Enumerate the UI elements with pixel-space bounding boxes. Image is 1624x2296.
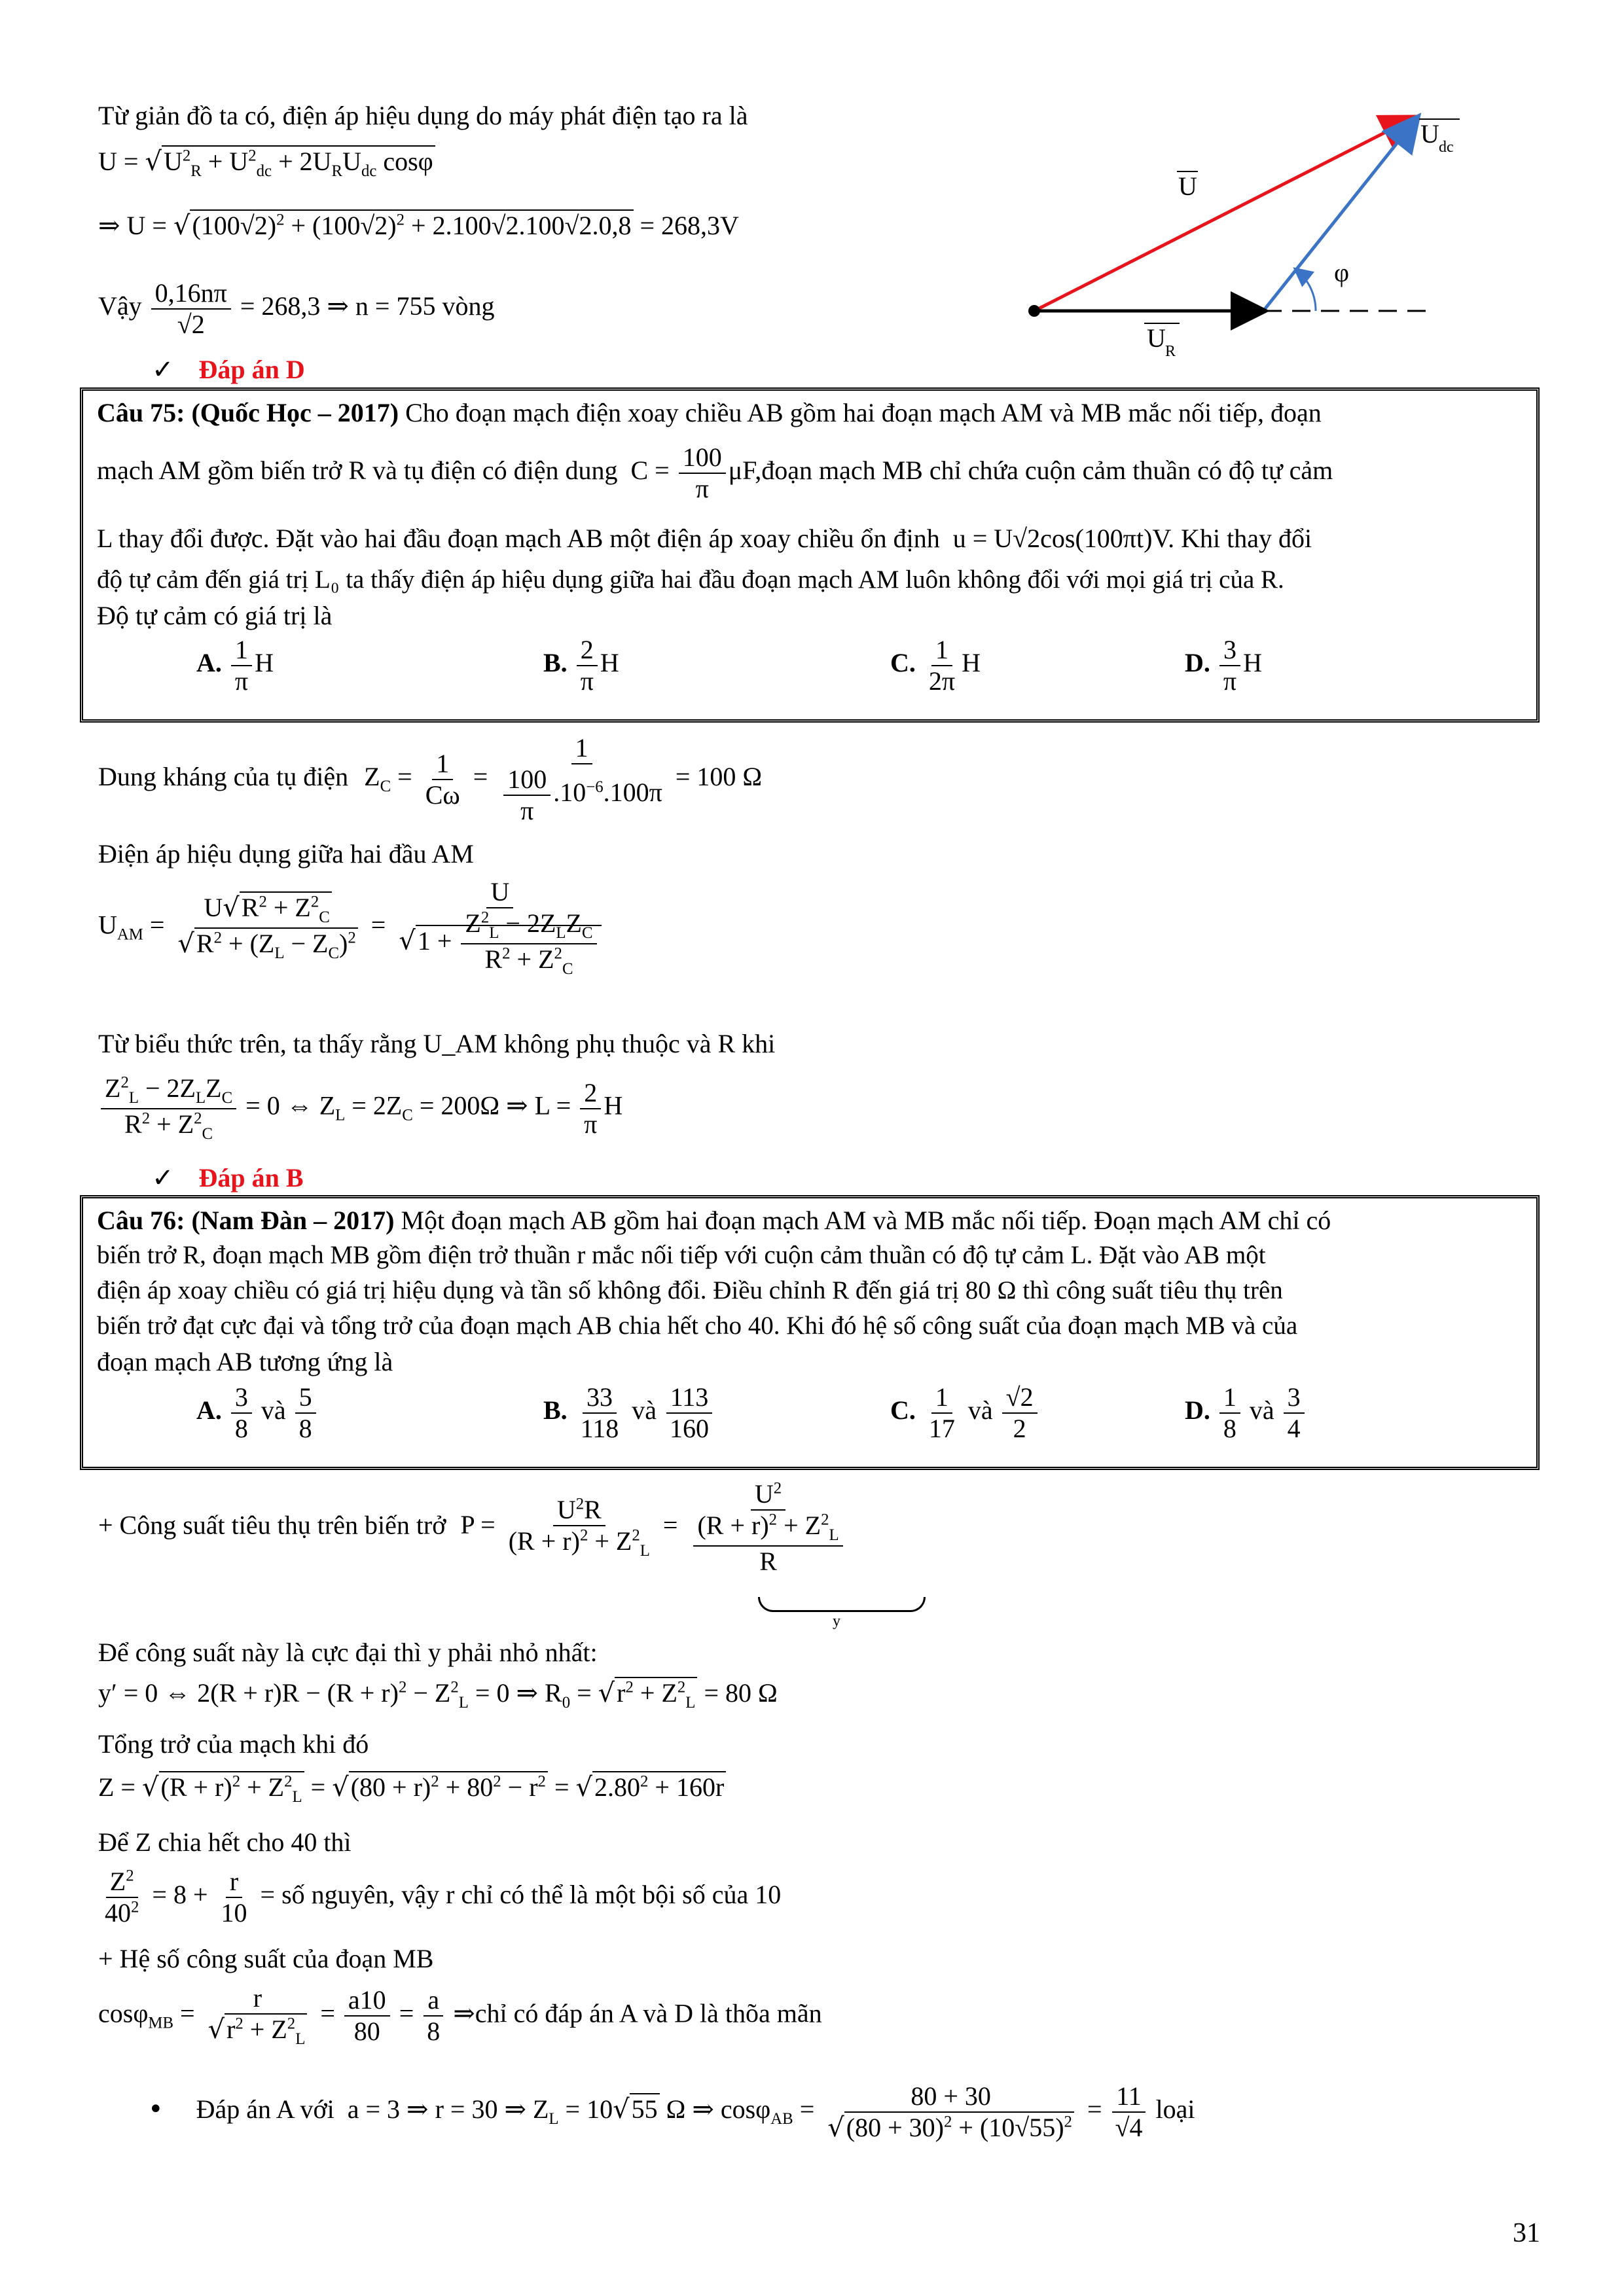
phasor-diagram: [1008, 98, 1492, 373]
equation-n-value: Vậy $\frac{0,16n\pi}{√2}$ = 268,3 ⇒ n = 755 vòng: [98, 278, 495, 339]
sol75-uam-eq: $U_{AM}$ = $\frac{U√R^2 + Z^2_C}{√R^2 + (Z_L - Z_C)^2}$ = U √1 + $\frac{Z^2_L - 2Z_LZ_C}{R^2 + Z^2_C}$: [98, 877, 608, 978]
sol76-min-label: Để công suất này là cực đại thì y phải nhỏ nhất:: [98, 1638, 598, 1667]
q76-line2: biến trở R, đoạn mạch MB gồm điện trở thuần r mắc nối tiếp với cuộn cảm thuần có độ tự cảm L. Đặt vào AB một: [97, 1241, 1266, 1269]
q75-line3: L thay đổi được. Đặt vào hai đầu đoạn mạch AB một điện áp xoay chiều ổn định u = U√2cos(100πt)V. Khi thay đổi: [97, 524, 1312, 553]
q75-option-a[interactable]: A. $\frac{1}{\pi}$ H: [196, 635, 274, 696]
q76-line5: đoạn mạch AB tương ứng là: [97, 1347, 393, 1376]
sol76-div-label: Để Z chia hết cho 40 thì: [98, 1827, 352, 1857]
label-phi: φ: [1334, 258, 1350, 287]
q75-line1: Câu 75: (Quốc Học – 2017) Cho đoạn mạch điện xoay chiều AB gồm hai đoạn mạch AM và MB mắc nối tiếp, đoạn: [97, 398, 1322, 427]
q75-line4: độ tự cảm đến giá trị L₀ ta thấy điện áp hiệu dụng giữa hai đầu đoạn mạch AM luôn không đổi với mọi giá trị của R.: [97, 565, 1284, 594]
underbrace-y-label: y: [833, 1613, 840, 1630]
sol76-power: + Công suất tiêu thụ trên biến trở P = $\frac{U^2R}{(R + r)^2 + Z^2_L}$ = $\frac{U^2}{\frac{(R + r)^2 + Z^2_L}{R}}$: [98, 1479, 852, 1577]
q75-option-d[interactable]: D. $\frac{3}{\pi}$ H: [1185, 635, 1262, 696]
q75-option-c[interactable]: C. $\frac{1}{2\pi}$ H: [890, 635, 981, 696]
q76-option-d[interactable]: D. $\frac{1}{8}$ và $\frac{3}{4}$: [1185, 1382, 1307, 1444]
answer-d: ✓ Đáp án D: [152, 355, 305, 385]
label-ur: U: [1147, 323, 1166, 353]
sol75-uam-label: Điện áp hiệu dụng giữa hai đầu AM: [98, 839, 474, 869]
q76-line3: điện áp xoay chiều có giá trị hiệu dụng và tần số không đổi. Điều chỉnh R đến giá trị 80 Ω thì công suất tiêu thụ trên: [97, 1276, 1283, 1304]
phi-arc: [1296, 270, 1316, 311]
sol76-div-eq: $\frac{Z^2}{40^2}$ = 8 + $\frac{r}{10}$ = số nguyên, vậy r chỉ có thể là một bội số của 10: [105, 1867, 782, 1928]
sol76-pf-label: + Hệ số công suất của đoạn MB: [98, 1944, 434, 1973]
sol76-z-eq: $Z = √(R + r)^2 + Z^2_L = √(80 + r)^2 + 80^2 - r^2 = √2.80^2 + 160r$: [98, 1771, 726, 1808]
checkmark-icon: ✓: [152, 355, 174, 385]
q76-line1: Câu 76: (Nam Đàn – 2017) Một đoạn mạch AB gồm hai đoạn mạch AM và MB mắc nối tiếp. Đoạn mạch AM chỉ có: [97, 1206, 1331, 1235]
sol76-z-label: Tổng trở của mạch khi đó: [98, 1729, 369, 1759]
phasor-u-line: [1034, 118, 1414, 311]
q76-option-a[interactable]: A. $\frac{3}{8}$ và $\frac{5}{8}$: [196, 1382, 319, 1444]
sol76-pf-eq: cosφ$_{MB}$ = $\frac{r}{√r^2 + Z^2_L}$ = $\frac{a10}{80}$ = $\frac{a}{8}$ ⇒chỉ có đáp án A và D là thõa mãn: [98, 1983, 822, 2048]
question-75-box: [80, 387, 1540, 723]
sol76-bullet-a: • Đáp án A với a = 3 ⇒ r = 30 ⇒ $Z_L = 10√55$ Ω ⇒ cosφ$_{AB}$ = $\frac{80 + 30}{√(80 + 30)^2 + (10√55)^2}$ = $\frac{11}{√4}$ loại: [148, 2081, 1195, 2143]
checkmark-icon: ✓: [152, 1163, 174, 1193]
bullet-icon: •: [148, 2094, 164, 2125]
label-ur-sub: R: [1165, 343, 1176, 360]
intro-text: Từ giản đồ ta có, điện áp hiệu dụng do máy phát điện tạo ra là: [98, 101, 748, 130]
sol76-min-eq: y′ = 0 ⇔ $2(R + r)R - (R + r)^2 - Z^2_L = 0$ ⇒ $R_0 = √r^2 + Z^2_L = 80$ Ω: [98, 1678, 778, 1712]
equation-u-value: ⇒ $U = √(100√2)^2 + (100√2)^2 + 2.100√2.100√2.0,8 = 268,3V$: [98, 211, 739, 241]
answer-b: ✓ Đáp án B: [152, 1163, 304, 1193]
q76-line4: biến trở đạt cực đại và tổng trở của đoạn mạch AB chia hết cho 40. Khi đó hệ số công suất của đoạn mạch MB và của: [97, 1312, 1298, 1340]
q76-option-c[interactable]: C. $\frac{1}{17}$ và $\frac{√2}{2}$: [890, 1382, 1040, 1444]
sol75-condition: $\frac{Z^2_L - 2Z_LZ_C}{R^2 + Z^2_C}$ = 0 ⇔ $Z_L = 2Z_C = 200\Omega$ ⇒ L = $\frac{2}{\pi}$ H: [98, 1073, 623, 1143]
underbrace-y: [758, 1597, 926, 1612]
label-udc-sub: dc: [1439, 139, 1454, 156]
origin-dot: [1028, 305, 1040, 317]
label-u: U: [1178, 171, 1197, 201]
sol75-note: Từ biểu thức trên, ta thấy rằng U_AM không phụ thuộc và R khi: [98, 1029, 776, 1058]
q75-line2: mạch AM gồm biến trở R và tụ điện có điện dung C = $\frac{100}{\pi}$ μF,đoạn mạch MB chỉ chứa cuộn cảm thuần có độ tự cảm: [97, 442, 1333, 503]
equation-u-formula: $U = √U^2_R + U^2_{dc} + 2U_RU_{dc}$ cosφ: [98, 145, 435, 182]
label-udc: U: [1420, 119, 1439, 149]
q76-option-b[interactable]: B. $\frac{33}{118}$ và $\frac{113}{160}$: [543, 1382, 715, 1444]
q75-option-b[interactable]: B. $\frac{2}{\pi}$ H: [543, 635, 619, 696]
q75-line5: Độ tự cảm có giá trị là: [97, 601, 333, 630]
sol75-zc: Dung kháng của tụ điện $Z_C$ = $\frac{1}{C\omega}$ = 1 $\frac{100}{\pi}$ $.10^{-6}.100\pi$ = 100 Ω: [98, 733, 763, 825]
page-number: 31: [1513, 2217, 1540, 2248]
